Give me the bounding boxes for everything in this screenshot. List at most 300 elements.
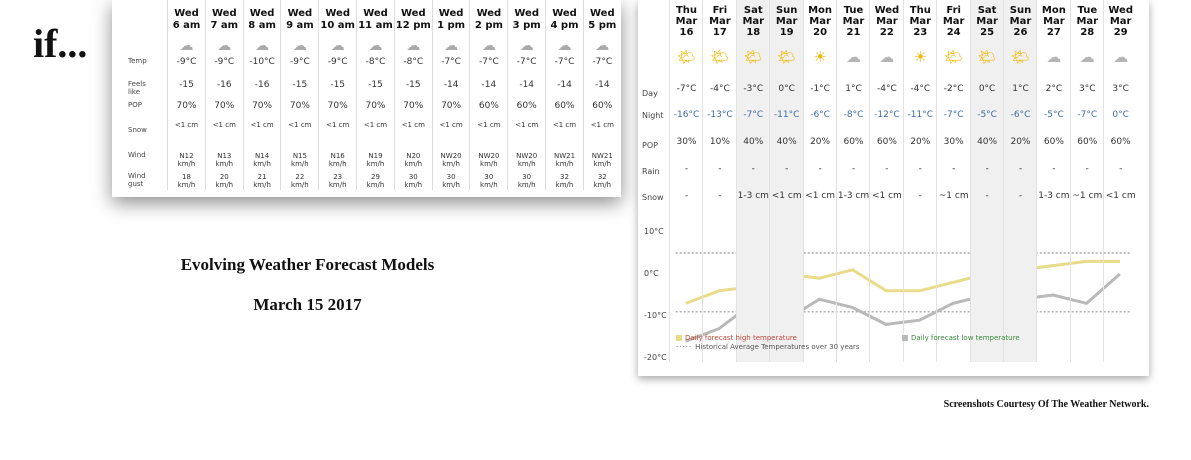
daily-pop: 60% [876,137,897,147]
hourly-gust [244,173,281,189]
daily-pop: 40% [743,137,764,147]
daily-snow: ~1 cm [1072,191,1103,201]
daily-pop: 20% [810,137,831,147]
hourly-gust-unit: km/h [480,181,498,189]
hourly-temp: -8°C [403,57,424,67]
daily-snow: <1 cm [805,191,836,201]
hourly-snow: <1 cm [552,121,577,129]
sun-cloud-icon: 🌤 [710,48,730,66]
daily-high: -2°C [943,84,964,94]
hourly-wind-unit: km/h [404,160,423,168]
daily-snow: <1 cm [871,191,902,201]
daily-low: -7°C [743,110,764,120]
hourly-temp: -7°C [554,57,575,67]
daily-weekday: Fri [712,5,728,16]
hourly-column [205,0,243,190]
daily-date: 18 [746,27,761,38]
snow-cloud-icon: ☁ [292,38,307,54]
sun-icon: ☀ [913,48,928,66]
daily-column-header [904,5,937,38]
legend-low-label: Daily forecast low temperature [911,334,1020,342]
hourly-snow: <1 cm [174,121,199,129]
snow-cloud-icon: ☁ [557,38,572,54]
daily-month: Mar [1009,16,1032,27]
daily-low: -5°C [977,110,997,120]
hourly-wind [395,152,432,168]
daily-column [1070,0,1104,362]
daily-pop: 30% [676,137,697,147]
hourly-time: 3 pm [512,20,541,31]
hourly-column [507,0,545,190]
daily-weekday: Thu [909,5,931,16]
hourly-column-header [206,8,243,32]
hourly-pop: 70% [214,101,235,111]
daily-weekday: Wed [1108,5,1133,16]
daily-month: Mar [1076,16,1099,27]
hourly-wind-value: NW21 [591,152,613,160]
hourly-row-label: Temp [128,57,147,65]
daily-low: 0°C [1112,110,1129,120]
daily-rain: - [818,164,822,174]
daily-row-label: Night [642,111,664,120]
daily-pop: 60% [1043,137,1064,147]
daily-snow: 1-3 cm [837,191,870,201]
hourly-wind-value: N12 [179,152,194,160]
daily-date: 19 [779,27,794,38]
hourly-wind [546,152,583,168]
daily-month: Mar [976,16,998,27]
hourly-gust [470,173,507,189]
hourly-feels-like: -16 [254,80,270,90]
hourly-wind-unit: km/h [328,160,347,168]
hourly-pop: 60% [554,101,575,111]
hourly-gust-value: 30 [522,173,532,181]
daily-column-header [703,5,736,38]
hourly-column [432,0,470,190]
daily-month: Mar [775,16,798,27]
hourly-time: 5 pm [588,20,617,31]
daily-pop: 30% [943,137,964,147]
hourly-temp: -9°C [327,57,348,67]
daily-date: 29 [1113,27,1128,38]
hourly-gust-unit: km/h [442,181,460,189]
hourly-row-label: Wind [128,151,146,159]
snow-cloud-icon: ☁ [846,48,861,66]
hourly-time: 4 pm [550,20,579,31]
hourly-gust-unit: km/h [291,181,309,189]
hourly-column-header [546,8,583,32]
hourly-snow: <1 cm [590,121,614,129]
daily-rain: - [751,164,755,174]
hourly-time: 8 am [248,20,276,31]
daily-rain: - [1119,164,1123,174]
chart-y-tick: 0°C [644,269,659,278]
hourly-wind-value: N16 [330,152,345,160]
hourly-wind-value: N19 [368,152,383,160]
hourly-wind-unit: km/h [480,160,498,168]
hourly-column-header [319,8,356,32]
hourly-gust-value: 22 [295,173,305,181]
daily-pop: 60% [843,137,864,147]
daily-snow: - [1018,191,1023,201]
daily-high: -3°C [743,84,764,94]
hourly-wind [357,152,394,168]
daily-month: Mar [675,16,698,27]
daily-row-label: Rain [642,167,660,176]
hourly-column [243,0,281,190]
hourly-day: Wed [325,8,350,19]
daily-month: Mar [842,16,865,27]
hourly-feels-like: -15 [405,80,421,90]
daily-month: Mar [909,16,932,27]
hourly-row-label: Feels like [128,80,146,96]
hourly-day: Wed [438,8,464,19]
daily-weekday: Sun [1009,5,1032,16]
hourly-wind-value: N20 [406,152,421,160]
daily-column-header [971,5,1004,38]
daily-high: 3°C [1079,84,1096,94]
hourly-day: Wed [249,8,275,19]
hourly-time: 11 am [358,20,393,31]
hourly-gust-value: 23 [333,173,343,181]
snow-cloud-icon: ☁ [481,38,496,54]
hourly-gust-value: 29 [371,173,380,181]
snow-cloud-icon: ☁ [1046,48,1062,66]
hourly-gust [508,173,545,189]
daily-month: Mar [1043,16,1065,27]
hourly-time: 2 pm [474,20,503,31]
hourly-gust-unit: km/h [177,181,196,189]
daily-pop: 40% [776,137,797,147]
hourly-snow: <1 cm [212,121,236,129]
daily-rain: - [918,164,922,174]
hourly-gust-value: 30 [408,173,418,181]
hourly-day: Wed [174,8,199,19]
daily-weekday: Sat [977,5,997,16]
hourly-time: 12 pm [395,20,431,31]
hourly-wind-unit: km/h [177,160,196,168]
hourly-column-header [168,8,205,32]
hourly-feels-like: -15 [292,80,308,90]
hourly-column-header [395,8,432,32]
hourly-day: Wed [514,8,539,19]
hourly-gust-unit: km/h [555,181,574,189]
hourly-wind-unit: km/h [291,160,309,168]
daily-date: 21 [846,27,861,38]
snow-cloud-icon: ☁ [1079,48,1095,66]
daily-month: Mar [1109,16,1132,27]
hourly-snow: <1 cm [477,121,501,129]
daily-date: 23 [913,27,928,38]
daily-forecast-panel [638,0,1149,376]
daily-month: Mar [742,16,765,27]
hourly-gust [395,173,432,189]
daily-high: -7°C [676,84,697,94]
hourly-time: 7 am [210,20,239,31]
sun-cloud-icon: 🌤 [944,48,964,66]
hourly-pop: 60% [478,101,499,111]
daily-pop: 20% [1010,137,1031,147]
daily-snow: - [918,191,922,201]
hourly-feels-like: -15 [368,80,383,90]
hourly-gust-unit: km/h [593,181,612,189]
snow-cloud-icon: ☁ [179,38,194,54]
daily-weekday: Thu [675,5,698,16]
hourly-column-header [244,8,281,32]
daily-low: -12°C [874,110,900,120]
hourly-time: 6 am [172,20,201,31]
daily-high: 1°C [845,84,862,94]
hourly-gust [281,173,318,189]
daily-low: -13°C [707,110,733,120]
hourly-wind-unit: km/h [442,160,460,168]
daily-high: 0°C [978,84,996,94]
hourly-wind [281,152,318,168]
hourly-snow: <1 cm [439,121,463,129]
daily-row-label: Snow [642,193,664,202]
sun-icon: ☀ [813,48,827,66]
hourly-column [394,0,432,190]
hourly-feels-like: -14 [443,80,459,90]
daily-column [736,0,770,362]
daily-date: 24 [946,27,961,38]
hourly-column [356,0,394,190]
hourly-day: Wed [363,8,388,19]
daily-low: -16°C [673,110,700,120]
hourly-forecast-table [112,0,621,197]
snow-cloud-icon: ☁ [595,38,610,54]
daily-weekday: Tue [1077,5,1098,16]
daily-rain: - [851,164,856,174]
daily-high: -4°C [877,84,897,94]
daily-row-label: Day [642,89,658,98]
hourly-pop: 70% [403,101,424,111]
daily-snow: 1-3 cm [737,191,769,201]
hourly-gust-unit: km/h [517,181,536,189]
hourly-gust-value: 30 [484,173,494,181]
hourly-gust [584,173,621,189]
hourly-wind-unit: km/h [215,160,234,168]
hourly-gust-value: 21 [257,173,267,181]
sun-cloud-icon: 🌤 [977,48,997,66]
snow-cloud-icon: ☁ [217,38,232,54]
daily-low: -8°C [843,110,864,120]
hourly-snow: <1 cm [250,121,274,129]
legend-avg [676,343,860,351]
hourly-gust-value: 32 [560,173,569,181]
legend-high-swatch [676,335,682,341]
hourly-temp: -7°C [479,57,499,67]
hourly-day: Wed [211,8,237,19]
daily-date: 25 [980,27,995,38]
daily-column-header [1071,5,1104,38]
daily-high: -4°C [910,84,931,94]
chart-y-tick: -20°C [644,353,667,362]
hourly-wind [168,152,205,168]
daily-date: 22 [879,27,894,38]
snow-cloud-icon: ☁ [879,48,895,66]
hourly-column [280,0,318,190]
hourly-wind-value: NW20 [516,152,538,160]
daily-column [669,0,703,362]
hourly-feels-like: -16 [216,80,232,90]
daily-rain: - [952,164,956,174]
daily-high: -1°C [810,84,830,94]
hourly-temp: -7°C [592,57,613,67]
hourly-snow: <1 cm [326,121,350,129]
daily-weekday: Sat [743,5,763,16]
daily-weekday: Mon [1041,5,1066,16]
daily-column [970,0,1004,362]
daily-column-header [1037,5,1070,38]
sun-cloud-icon: 🌤 [1010,48,1031,66]
hourly-row-label: Wind gust [128,172,146,188]
daily-column-header [670,5,703,38]
daily-weekday: Fri [946,5,961,16]
daily-date: 27 [1046,27,1061,38]
caption-title: Evolving Weather Forecast Models [180,255,435,274]
daily-date: 16 [679,27,694,38]
hourly-feels-like: -15 [330,80,346,90]
hourly-column-header [281,8,318,32]
daily-column [1036,0,1070,362]
hourly-pop: 60% [592,101,613,111]
daily-pop: 10% [709,137,730,147]
hourly-column [167,0,205,190]
snow-cloud-icon: ☁ [255,38,270,54]
hourly-column-header [584,8,621,32]
hourly-feels-like: -14 [519,80,535,90]
hourly-temp: -10°C [249,57,275,67]
hourly-time: 9 am [286,20,314,31]
hourly-gust-unit: km/h [366,181,385,189]
daily-rain: - [1018,164,1023,174]
hourly-temp: -8°C [365,57,386,67]
hourly-column-header [508,8,545,32]
legend-avg-label: Historical Average Temperatures over 30 years [695,343,860,351]
daily-pop: 20% [910,137,931,147]
daily-month: Mar [942,16,965,27]
hourly-day: Wed [589,8,615,19]
daily-weekday: Wed [874,5,900,16]
daily-month: Mar [709,16,731,27]
daily-column-header [870,5,903,38]
daily-snow: <1 cm [1105,191,1136,201]
daily-high: 3°C [1112,84,1129,94]
hourly-column [318,0,356,190]
daily-low: -6°C [810,110,830,120]
hourly-feels-like: -14 [481,80,497,90]
daily-column [903,0,937,362]
hourly-wind-value: NW21 [553,152,576,160]
hourly-day: Wed [400,8,426,19]
hourly-column [583,0,621,190]
daily-low: -7°C [1077,110,1098,120]
hourly-day: Wed [287,8,313,19]
snow-cloud-icon: ☁ [406,38,421,54]
daily-column-header [770,5,803,38]
hourly-snow: <1 cm [515,121,539,129]
hourly-gust [546,173,583,189]
hourly-pop: 70% [252,101,273,111]
hourly-wind-unit: km/h [593,160,612,168]
hourly-pop: 70% [176,101,197,111]
hourly-column [469,0,507,190]
hourly-wind-unit: km/h [517,160,536,168]
sun-cloud-icon: 🌤 [777,48,797,66]
hourly-gust [206,173,243,189]
daily-month: Mar [876,16,898,27]
hourly-temp: -7°C [441,57,461,67]
if-title: if... [33,21,88,66]
hourly-time: 10 am [320,20,355,31]
hourly-column-header [433,8,470,32]
daily-high: -4°C [710,84,730,94]
daily-high: 2°C [1045,84,1063,94]
daily-snow: - [718,191,722,201]
daily-rain: - [1052,164,1056,174]
daily-weekday: Sun [775,5,798,16]
daily-column [769,0,803,362]
hourly-wind [319,152,356,168]
legend-high [676,334,797,342]
daily-pop: 60% [1110,137,1131,147]
hourly-wind [508,152,545,168]
hourly-gust-unit: km/h [215,181,234,189]
hourly-gust-unit: km/h [404,181,423,189]
hourly-column [545,0,583,190]
sun-cloud-icon: 🌤 [743,48,763,66]
hourly-wind-value: N13 [217,152,232,160]
hourly-snow: <1 cm [363,121,388,129]
daily-column [936,0,970,362]
daily-snow: ~1 cm [938,191,969,201]
hourly-wind-unit: km/h [366,160,385,168]
hourly-row-label: Snow [128,126,147,134]
hourly-temp: -9°C [290,57,310,67]
hourly-pop: 70% [327,101,348,111]
daily-row-label: POP [642,141,658,150]
hourly-gust-value: 18 [182,173,191,181]
daily-date: 17 [712,27,727,38]
hourly-gust-value: 20 [219,173,229,181]
hourly-wind-value: NW20 [440,152,462,160]
hourly-pop: 70% [365,101,386,111]
daily-column [1103,0,1137,362]
hourly-gust-unit: km/h [253,181,271,189]
chart-y-tick: 10°C [644,227,664,236]
chart-y-tick: -10°C [644,311,667,320]
hourly-temp: -9°C [176,57,197,67]
daily-snow: - [985,191,989,201]
hourly-gust-value: 32 [597,173,607,181]
hourly-gust [168,173,205,189]
hourly-day: Wed [476,8,502,19]
daily-column-header [737,5,770,38]
daily-low: -7°C [943,110,964,120]
legend-low [902,334,1020,342]
snow-cloud-icon: ☁ [444,38,459,54]
hourly-feels-like: -14 [594,80,610,90]
hourly-gust [319,173,356,189]
daily-weekday: Tue [843,5,864,16]
hourly-wind [244,152,281,168]
hourly-column-header [357,8,394,32]
legend-low-swatch [902,335,908,341]
legend-high-label: Daily forecast high temperature [685,334,797,342]
hourly-temp: -9°C [214,57,235,67]
snow-cloud-icon: ☁ [330,38,345,54]
